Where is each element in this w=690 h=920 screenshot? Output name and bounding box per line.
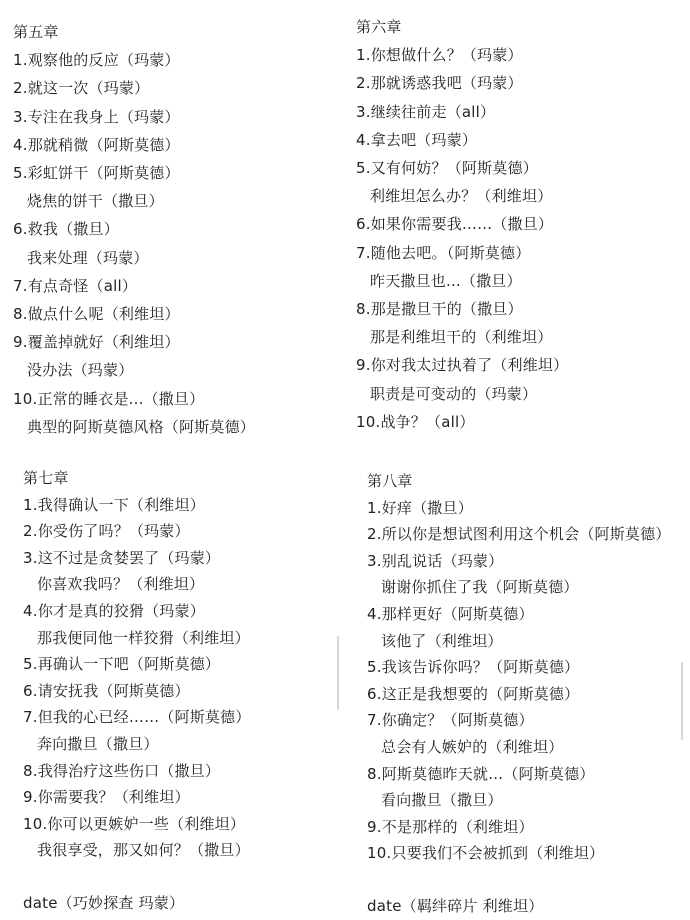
option-sub-item: 看向撒旦（撒旦） xyxy=(381,791,503,809)
option-item: 3.继续往前走（all） xyxy=(356,103,496,121)
option-item: 5.彩虹饼干（阿斯莫德） xyxy=(13,164,180,182)
option-item: 9.你对我太过执着了（利维坦） xyxy=(356,356,569,374)
option-item: 5.我该告诉你吗？（阿斯莫德） xyxy=(367,658,580,676)
option-item: 2.那就诱惑我吧（玛蒙） xyxy=(356,74,523,92)
option-item: 1.你想做什么？（玛蒙） xyxy=(356,46,523,64)
option-sub-item: 烧焦的饼干（撒旦） xyxy=(27,192,164,210)
option-sub-item: 我很享受，那又如何？（撒旦） xyxy=(37,841,250,859)
option-item: 8.那是撒旦干的（撒旦） xyxy=(356,300,523,318)
option-sub-item: 没办法（玛蒙） xyxy=(27,361,134,379)
option-item: 10.正常的睡衣是...（撒旦） xyxy=(13,390,205,408)
option-item: 6.请安抚我（阿斯莫德） xyxy=(23,682,190,700)
option-item: 1.我得确认一下（利维坦） xyxy=(23,496,205,514)
chapter-title: 第五章 xyxy=(13,23,59,41)
date-item: date（羁绊碎片 利维坦） xyxy=(367,897,544,915)
option-item: 7.但我的心已经……（阿斯莫德） xyxy=(23,708,251,726)
chapter-title: 第六章 xyxy=(356,18,402,36)
option-sub-item: 那我便同他一样狡猾（利维坦） xyxy=(37,629,250,647)
option-sub-item: 谢谢你抓住了我（阿斯莫德） xyxy=(381,578,579,596)
option-sub-item: 奔向撒旦（撒旦） xyxy=(37,735,159,753)
option-item: 2.就这一次（玛蒙） xyxy=(13,79,150,97)
option-item: 9.不是那样的（利维坦） xyxy=(367,818,534,836)
option-item: 7.有点奇怪（all） xyxy=(13,277,138,295)
option-item: 9.你需要我？（利维坦） xyxy=(23,788,190,806)
option-item: 4.那就稍微（阿斯莫德） xyxy=(13,136,180,154)
option-sub-item: 总会有人嫉妒的（利维坦） xyxy=(381,738,564,756)
option-item: 8.做点什么呢（利维坦） xyxy=(13,305,180,323)
option-item: 5.又有何妨？（阿斯莫德） xyxy=(356,159,538,177)
option-sub-item: 利维坦怎么办？（利维坦） xyxy=(370,187,553,205)
option-item: 6.如果你需要我……（撒旦） xyxy=(356,215,554,233)
option-item: 3.别乱说话（玛蒙） xyxy=(367,552,504,570)
option-sub-item: 该他了（利维坦） xyxy=(381,632,503,650)
option-item: 8.阿斯莫德昨天就…（阿斯莫德） xyxy=(367,765,595,783)
option-item: 3.这不过是贪婪罢了（玛蒙） xyxy=(23,549,221,567)
option-item: 10.战争？（all） xyxy=(356,413,475,431)
option-sub-item: 典型的阿斯莫德风格（阿斯莫德） xyxy=(27,418,256,436)
option-item: 7.随他去吧。（阿斯莫德） xyxy=(356,244,531,262)
chapter-title: 第七章 xyxy=(23,469,69,487)
option-item: 2.所以你是想试图利用这个机会（阿斯莫德） xyxy=(367,525,671,543)
option-sub-item: 那是利维坦干的（利维坦） xyxy=(370,328,553,346)
option-sub-item: 我来处理（玛蒙） xyxy=(27,249,149,267)
option-sub-item: 昨天撒旦也...（撒旦） xyxy=(370,272,522,290)
option-item: 1.好痒（撒旦） xyxy=(367,499,473,517)
option-item: 1.观察他的反应（玛蒙） xyxy=(13,51,180,69)
option-item: 10.只要我们不会被抓到（利维坦） xyxy=(367,844,605,862)
option-item: 8.我得治疗这些伤口（撒旦） xyxy=(23,762,221,780)
date-item: date（巧妙探查 玛蒙） xyxy=(23,894,185,912)
option-item: 9.覆盖掉就好（利维坦） xyxy=(13,333,180,351)
option-item: 4.你才是真的狡猾（玛蒙） xyxy=(23,602,205,620)
option-item: 6.救我（撒旦） xyxy=(13,220,119,238)
option-item: 5.再确认一下吧（阿斯莫德） xyxy=(23,655,221,673)
option-item: 4.拿去吧（玛蒙） xyxy=(356,131,478,149)
scrollbar-left[interactable] xyxy=(337,636,339,710)
option-item: 7.你确定？（阿斯莫德） xyxy=(367,711,534,729)
option-item: 4.那样更好（阿斯莫德） xyxy=(367,605,534,623)
option-item: 10.你可以更嫉妒一些（利维坦） xyxy=(23,815,246,833)
option-item: 6.这正是我想要的（阿斯莫德） xyxy=(367,685,580,703)
option-item: 2.你受伤了吗？（玛蒙） xyxy=(23,522,190,540)
option-sub-item: 你喜欢我吗？（利维坦） xyxy=(37,575,205,593)
option-sub-item: 职责是可变动的（玛蒙） xyxy=(370,385,538,403)
option-item: 3.专注在我身上（玛蒙） xyxy=(13,108,180,126)
scrollbar-right[interactable] xyxy=(681,662,683,740)
chapter-title: 第八章 xyxy=(367,472,413,490)
